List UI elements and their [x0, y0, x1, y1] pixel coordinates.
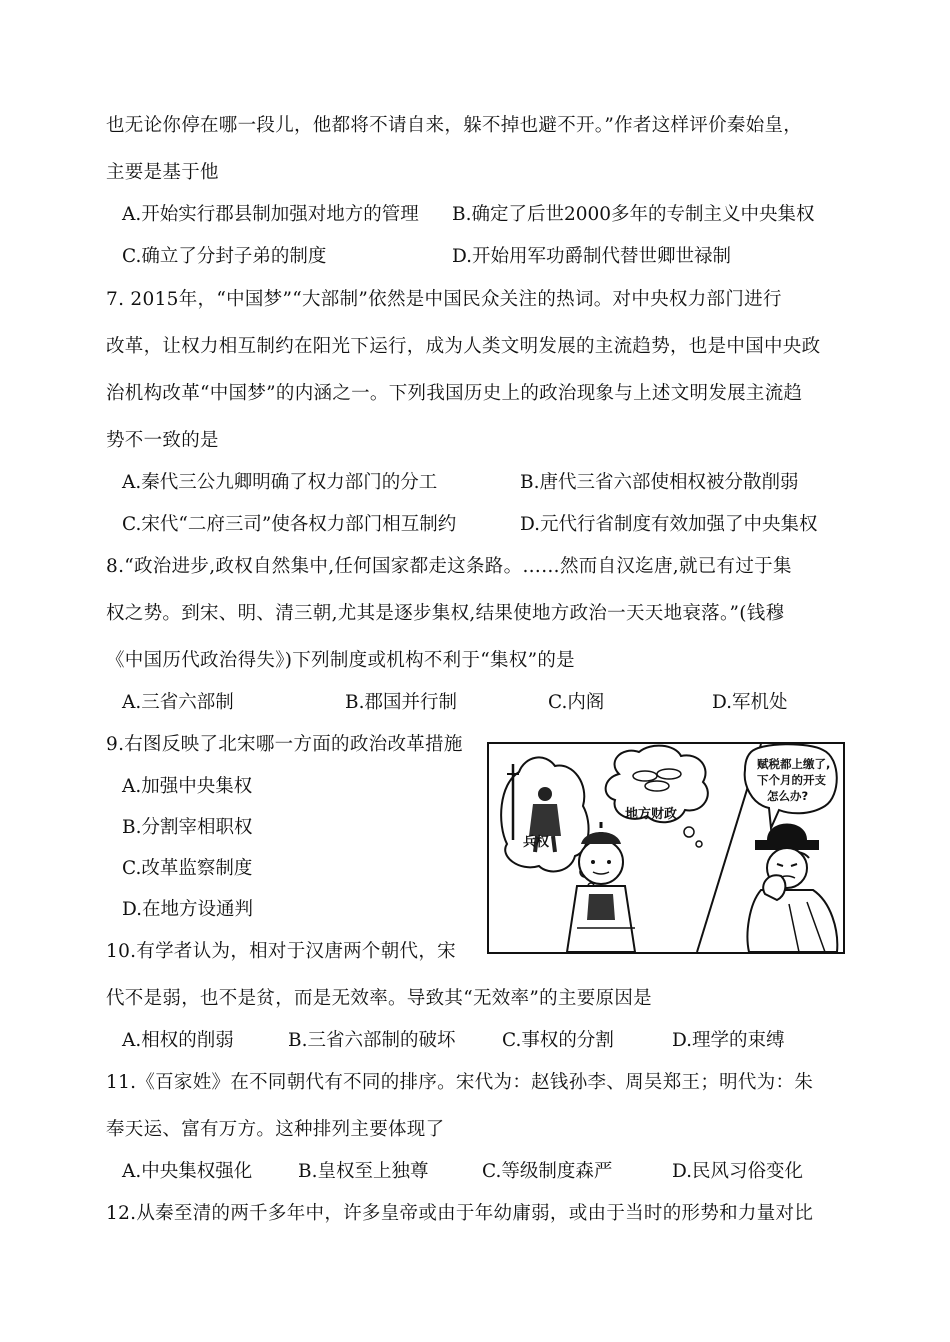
official-hat-icon: [767, 824, 807, 841]
speech-line1: 赋税都上缴了,: [757, 757, 831, 771]
q6-option-d: D.开始用军功爵制代替世卿世禄制: [452, 246, 732, 267]
q7-option-c: C.宋代“二府三司”使各权力部门相互制约: [122, 514, 457, 535]
q11-option-c: C.等级制度森严: [482, 1161, 613, 1182]
q10-option-c: C.事权的分割: [502, 1030, 614, 1051]
q8-option-c: C.内阁: [548, 692, 605, 713]
label-difangcaizheng: 地方财政: [625, 807, 678, 822]
q10-stem-line2: 代不是弱，也不是贫，而是无效率。导致其“无效率”的主要原因是: [106, 988, 652, 1009]
q7-option-b: B.唐代三省六部使相权被分散削弱: [520, 472, 799, 493]
q11-option-a: A.中央集权强化: [122, 1161, 253, 1182]
emperor-head-icon: [579, 840, 623, 884]
q7-stem-line3: 治机构改革“中国梦”的内涵之一。下列我国历史上的政治现象与上述文明发展主流趋: [106, 383, 803, 404]
q7-option-d: D.元代行省制度有效加强了中央集权: [520, 514, 818, 535]
q11-option-b: B.皇权至上独尊: [298, 1161, 429, 1182]
q8-option-d: D.军机处: [712, 692, 788, 713]
q8-stem-line2: 权之势。到宋、明、清三朝,尤其是逐步集权,结果使地方政治一天天地衰落。”(钱穆: [106, 603, 785, 624]
q10-option-a: A.相权的削弱: [122, 1030, 234, 1051]
emperor-robe-pattern: [587, 894, 615, 920]
q7-stem-line4: 势不一致的是: [106, 430, 219, 451]
q7-option-a: A.秦代三公九卿明确了权力部门的分工: [122, 472, 438, 493]
q10-stem-line1: 10.有学者认为，相对于汉唐两个朝代，宋: [106, 941, 456, 962]
silver-ingot-icon: [633, 771, 657, 781]
cartoon-drawing: [489, 744, 843, 952]
q6-stem-line1: 也无论你停在哪一段儿，他都将不请自来，躲不掉也避不开。”作者这样评价秦始皇，: [106, 115, 803, 136]
q10-option-d: D.理学的束缚: [672, 1030, 785, 1051]
q8-stem-line3: 《中国历代政治得失》)下列制度或机构不利于“集权”的是: [106, 650, 575, 671]
q6-option-a: A.开始实行郡县制加强对地方的管理: [122, 204, 419, 225]
q11-option-d: D.民风习俗变化: [672, 1161, 804, 1182]
q9-stem: 9.右图反映了北宋哪一方面的政治改革措施: [106, 734, 463, 755]
speech-line3: 怎么办?: [767, 789, 809, 803]
q6-stem-line2: 主要是基于他: [106, 162, 219, 183]
q12-stem-line1: 12.从秦至清的两千多年中，许多皇帝或由于年幼庸弱，或由于当时的形势和力量对比: [106, 1203, 814, 1224]
speech-line2: 下个月的开支: [757, 773, 826, 787]
soldier-head-icon: [538, 787, 552, 801]
q9-cartoon-image: [487, 742, 845, 954]
q8-option-a: A.三省六部制: [122, 692, 234, 713]
q10-option-b: B.三省六部制的破坏: [288, 1030, 456, 1051]
silver-ingot-icon: [657, 769, 681, 779]
q9-option-b: B.分割宰相职权: [122, 817, 253, 838]
q9-option-a: A.加强中央集权: [122, 776, 253, 797]
q9-option-c: C.改革监察制度: [122, 858, 253, 879]
q6-option-c: C.确立了分封子弟的制度: [122, 246, 327, 267]
q9-option-d: D.在地方设通判: [122, 899, 254, 920]
q7-stem-line1: 7. 2015年，“中国梦”“大部制”依然是中国民众关注的热词。对中央权力部门进行: [106, 289, 782, 310]
soldier-body-icon: [529, 804, 561, 836]
q11-stem-line2: 奉天运、富有万方。这种排列主要体现了: [106, 1119, 445, 1140]
q8-option-b: B.郡国并行制: [345, 692, 457, 713]
q6-option-b: B.确定了后世2000多年的专制主义中央集权: [452, 204, 815, 225]
q11-stem-line1: 11.《百家姓》在不同朝代有不同的排序。宋代为：赵钱孙李、周吴郑王；明代为：朱: [106, 1072, 814, 1093]
q7-stem-line2: 改革，让权力相互制约在阳光下运行，成为人类文明发展的主流趋势，也是中国中央政: [106, 336, 821, 357]
label-bingquan: 兵权: [523, 835, 550, 850]
q8-stem-line1: 8.“政治进步,政权自然集中,任何国家都走这条路。……然而自汉迄唐,就已有过于集: [106, 556, 792, 577]
silver-ingot-icon: [645, 781, 669, 791]
